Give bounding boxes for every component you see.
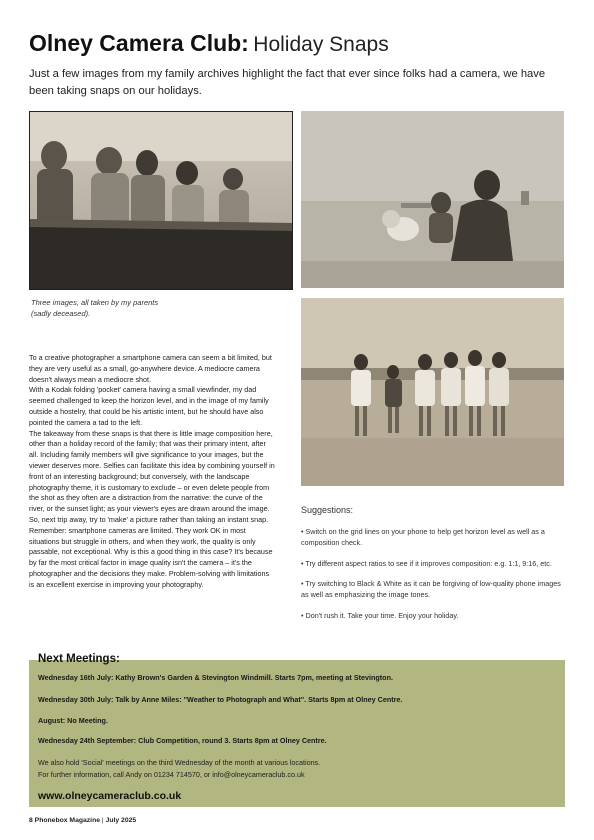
- article-paragraph: With a Kodak folding 'pocket' camera having a small viewfinder, my dad seemed challenged to keep the horizon level, and in the image of my family outside a hostelry, that could be his artistic intent, but he should have also pointed the camera a tad to the left.: [29, 385, 269, 427]
- suggestions-heading: Suggestions:: [301, 505, 354, 515]
- meetings-title: Next Meetings:: [38, 653, 120, 665]
- footer-separator: |: [101, 817, 104, 824]
- suggestion-item: • Don't rush it. Take your time. Enjoy your holiday.: [301, 610, 459, 620]
- social-meetings-note: We also hold 'Social' meetings on the third Wednesday of the month at various locations.: [38, 758, 321, 767]
- article-paragraph: To a creative photographer a smartphone camera can seem a bit limited, but they are very useful as a small, go-anywhere device. A mediocre camera doesn't always mean a mediocre shot.: [29, 353, 272, 384]
- sea-paddling-photo: [301, 298, 564, 486]
- article-body: [29, 353, 275, 591]
- suggestion-item: • Try switching to Black & White as it can be forgiving of low-quality phone images as well as emphasizing the image tones.: [301, 579, 561, 600]
- article-paragraph: So, next trip away, try to 'make' a picture rather than taking an instant snap.: [29, 514, 269, 524]
- website-link[interactable]: www.olneycameraclub.co.uk: [38, 790, 182, 802]
- contact-note[interactable]: For further information, call Andy on 01234 714570, or info@olneycameraclub.co.uk: [38, 770, 305, 779]
- article-paragraph: The takeaway from these snaps is that there is little image composition here, other than a holiday record of the family; that was their primary intent, after all. Including family members will give significance to your images, but the viewer deserves more. Selfies can facilitate this idea by combining yourself in front of an interesting background; but conversely, with the landscape photography theme, it is customary to exclude – or even delete people from the shot as they often are a distraction from the narrative: the curve of the river, or the sunset light; as your viewer's eyes are drawn around the image.: [29, 428, 275, 514]
- title-topic: Holiday Snaps: [253, 33, 389, 56]
- photo-caption: [31, 297, 231, 319]
- article-paragraph: Remember: smartphone cameras are limited. They work OK in most situations but struggle in others, and when they work, the quality is only passable, not exceptional. Why is this a good thing in this case? It's because by far the most critical factor in image quality isn't the camera – it's the photographer and the decisions they make. Problem-solving with limitations is an excellent exercise in improving your photography.: [29, 525, 273, 589]
- page-number: 8: [29, 817, 33, 824]
- suggestion-item: • Try different aspect ratios to see if it improves composition: e.g. 1:1, 9:16, etc.: [301, 558, 552, 568]
- beach-dog-photo: [301, 111, 564, 288]
- meeting-line: Wednesday 24th September: Club Competition, round 3. Starts 8pm at Olney Centre.: [38, 736, 327, 745]
- meeting-line: Wednesday 16th July: Kathy Brown's Garden & Stevington Windmill. Starts 7pm, meeting at Stevington.: [38, 673, 393, 682]
- page-footer: [29, 817, 136, 824]
- magazine-name: Phonebox Magazine: [34, 817, 101, 824]
- intro-text: Just a few images from my family archives highlight the fact that ever since folks had a camera, we have been taking snaps on our holidays.: [29, 68, 546, 97]
- family-group-photo: [29, 111, 293, 290]
- caption-line: Three images, all taken by my parents: [31, 298, 159, 307]
- suggestions-box: [301, 505, 564, 632]
- meeting-line: Wednesday 30th July: Talk by Anne Miles: "Weather to Photograph and What". Starts 8pm at Olney Centre.: [38, 695, 403, 704]
- meetings-panel: [29, 660, 565, 807]
- issue-date: July 2025: [105, 817, 137, 824]
- suggestion-item: • Switch on the grid lines on your phone to help get horizon level as well as a composition check.: [301, 527, 545, 547]
- title-club-name: Olney Camera Club:: [29, 30, 249, 56]
- page-title: [29, 28, 569, 62]
- caption-line: (sadly deceased).: [31, 309, 91, 318]
- meeting-line: August: No Meeting.: [38, 716, 108, 725]
